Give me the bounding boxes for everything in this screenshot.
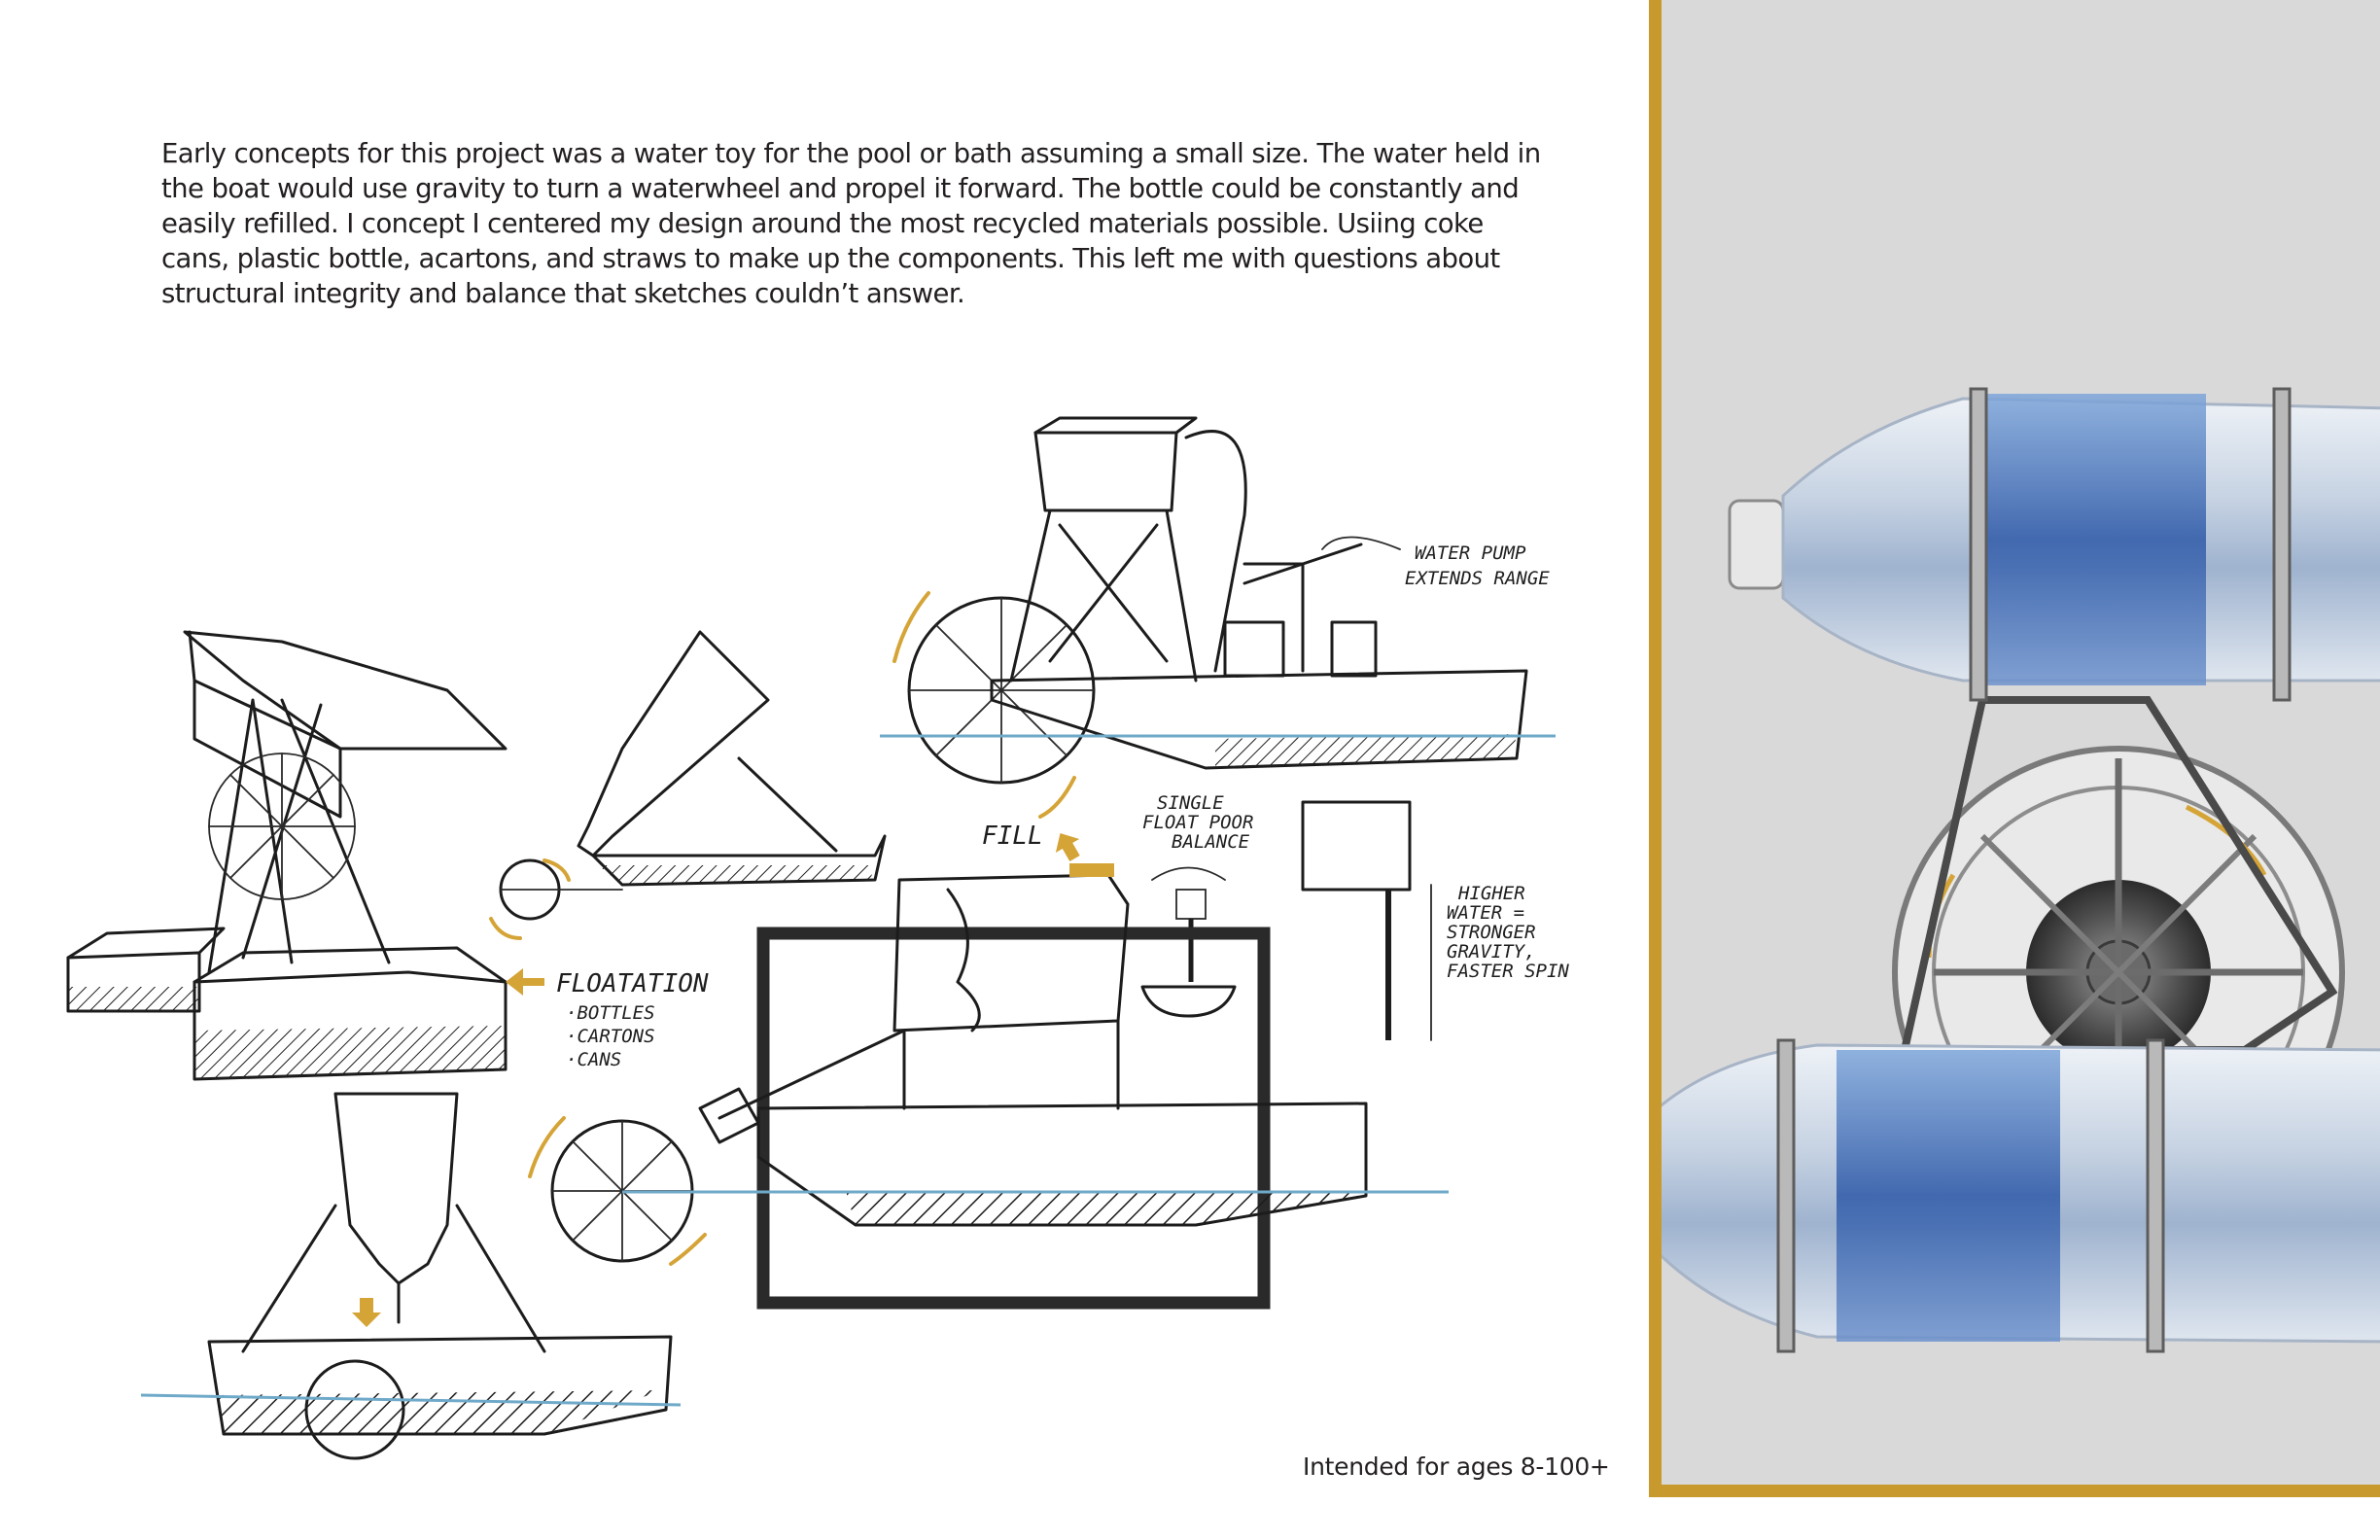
- framed-boat-sketch: [530, 863, 1449, 1303]
- fill-arrow-icon: [1048, 826, 1086, 865]
- intro-line: structural integrity and balance that sketches couldn’t answer.: [161, 278, 965, 309]
- fill-label: FILL: [982, 822, 1043, 851]
- tower-waterwheel-sketch: [68, 632, 506, 1079]
- higher-water-label-2: WATER =: [1447, 902, 1525, 924]
- higher-water-label-4: GRAVITY,: [1447, 941, 1536, 962]
- age-note: Intended for ages 8-100+: [1303, 1452, 1610, 1481]
- intro-line: easily refilled. I concept I centered my design around the most recycled materials possible. Usiing coke: [161, 208, 1484, 239]
- top-bottle: [1730, 389, 2380, 700]
- floatation-arrow-icon: [506, 968, 544, 996]
- floatation-bottles: ·BOTTLES: [566, 1002, 655, 1024]
- higher-water-label-5: FASTER SPIN: [1447, 961, 1569, 982]
- bottom-bottle: [1662, 1040, 2380, 1351]
- tilted-bottle-sketch: [491, 632, 885, 938]
- intro-line: the boat would use gravity to turn a waterwheel and propel it forward. The bottle could be constantly and: [161, 173, 1520, 204]
- floatation-label: FLOATATION: [556, 969, 709, 998]
- intro-line: cans, plastic bottle, acartons, and straws to make up the components. This left me with questions about: [161, 243, 1500, 274]
- bottle-boat-render-panel: [1649, 0, 2380, 1497]
- higher-water-label-3: STRONGER: [1447, 922, 1536, 943]
- higher-water-label-1: HIGHER: [1458, 883, 1525, 904]
- down-arrow-icon: [352, 1298, 381, 1327]
- water-pump-label-1: WATER PUMP: [1415, 542, 1526, 564]
- carton-tower-sketch: [141, 1094, 681, 1458]
- single-float-label-2: FLOAT POOR: [1142, 812, 1254, 833]
- bottle-boat-render: [1662, 0, 2380, 1497]
- water-pump-label-2: EXTENDS RANGE: [1405, 568, 1550, 589]
- intro-line: Early concepts for this project was a water toy for the pool or bath assuming a small size. The water held in: [161, 138, 1541, 169]
- water-pump-boat-sketch: [880, 418, 1556, 817]
- floatation-cartons: ·CARTONS: [566, 1026, 655, 1047]
- single-float-label-1: SINGLE: [1157, 792, 1224, 814]
- floatation-cans: ·CANS: [566, 1049, 622, 1070]
- single-float-label-3: BALANCE: [1172, 831, 1250, 853]
